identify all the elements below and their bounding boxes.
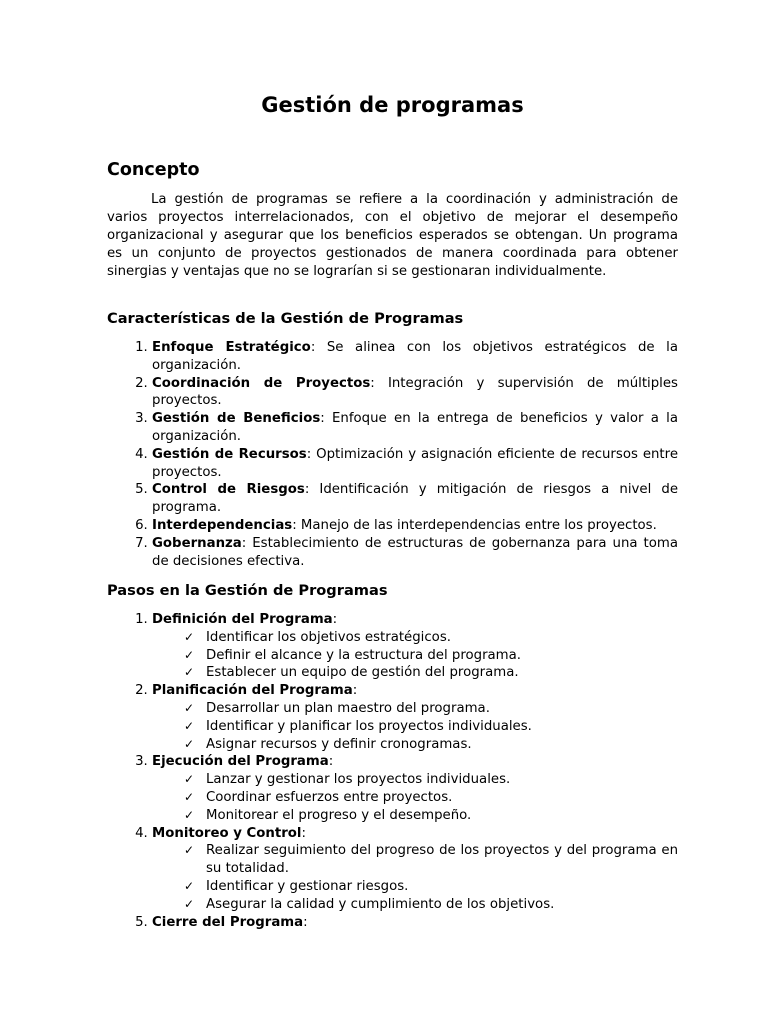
- sub-list-item-text: Definir el alcance y la estructura del programa.: [206, 647, 522, 663]
- list-item: [152, 446, 678, 482]
- sub-list-item-text: Identificar los objetivos estratégicos.: [206, 629, 451, 645]
- sub-list: [152, 629, 678, 682]
- list-item: [152, 611, 678, 682]
- list-item: [152, 481, 678, 517]
- list-item-term: Enfoque Estratégico: [152, 340, 311, 355]
- list-item: [152, 753, 678, 824]
- caracteristicas-list: [107, 339, 678, 570]
- list-item-desc: : Integración y supervisión de múltiples proyectos.: [152, 375, 678, 409]
- list-item-term: Gestión de Beneficios: [152, 411, 321, 427]
- check-icon: ✓: [184, 629, 195, 644]
- check-icon: ✓: [184, 843, 195, 858]
- check-icon: ✓: [184, 807, 195, 822]
- check-icon: ✓: [184, 665, 195, 680]
- list-item: [152, 535, 678, 571]
- sub-list-item-text: Monitorear el progreso y el desempeño.: [206, 807, 472, 823]
- sub-list-item: [184, 700, 678, 718]
- list-item-term: Gestión de Recursos: [152, 446, 307, 462]
- list-item-suffix: :: [352, 683, 358, 699]
- list-item-desc: : Enfoque en la entrega de beneficios y valor a la organización.: [152, 411, 679, 444]
- check-icon: ✓: [184, 718, 195, 733]
- sub-list-item-text: Desarrollar un plan maestro del programa.: [206, 700, 490, 716]
- check-icon: ✓: [184, 700, 195, 715]
- list-item: [152, 682, 678, 753]
- sub-list-item-text: Asignar recursos y definir cronogramas.: [206, 736, 472, 752]
- sub-list-item: [184, 842, 678, 878]
- sub-list-item-text: Asegurar la calidad y cumplimiento de los objetivos.: [206, 896, 555, 912]
- list-item: [152, 375, 678, 411]
- list-item-term: Cierre del Programa: [152, 914, 304, 930]
- list-item: [152, 517, 678, 535]
- sub-list-item: [184, 718, 678, 736]
- list-item-suffix: :: [301, 825, 306, 841]
- list-item-suffix: :: [303, 914, 308, 930]
- sub-list-item: [184, 896, 678, 914]
- list-item-term: Monitoreo y Control: [152, 825, 302, 841]
- sub-list-item: [184, 736, 678, 754]
- check-icon: ✓: [184, 878, 195, 893]
- sub-list-item: [184, 878, 678, 896]
- list-item-suffix: :: [332, 612, 338, 627]
- check-icon: ✓: [184, 789, 195, 804]
- section-heading-caracteristicas: Características de la Gestión de Programas: [107, 310, 464, 327]
- check-icon: ✓: [184, 772, 195, 787]
- list-item-desc: : Establecimiento de estructuras de gobernanza para una toma de decisiones efectiva.: [152, 535, 678, 569]
- list-item-term: Coordinación de Proyectos: [152, 375, 371, 391]
- section-heading-concepto: Concepto: [107, 160, 200, 180]
- concepto-paragraph: La gestión de programas se refiere a la coordinación y administración de varios proyectos interrelacionados, con el objetivo de mejorar el desempeño organizacional y asegurar que los beneficios esperados se obtengan. Un programa es un conjunto de proyectos gestionados de manera coordinada para obtener sinergias y ventajas que no se lograrían si se gestionaran individualmente.: [107, 192, 678, 279]
- sub-list-item-text: Identificar y gestionar riesgos.: [206, 878, 409, 894]
- list-item-term: Control de Riesgos: [152, 482, 305, 498]
- section-heading-pasos: Pasos en la Gestión de Programas: [107, 582, 388, 599]
- sub-list: [152, 842, 678, 913]
- list-item-term: Gobernanza: [152, 535, 242, 551]
- list-item-desc: : Manejo de las interdependencias entre los proyectos.: [292, 517, 657, 533]
- sub-list-item: [184, 647, 678, 665]
- sub-list-item-text: Identificar y planificar los proyectos individuales.: [206, 718, 532, 734]
- sub-list-item-text: Lanzar y gestionar los proyectos individuales.: [206, 772, 511, 788]
- check-icon: ✓: [184, 647, 195, 662]
- list-item: [152, 410, 678, 446]
- list-item-desc: : Identificación y mitigación de riesgos a nivel de programa.: [152, 482, 678, 516]
- pasos-list: [107, 611, 678, 931]
- list-item: [152, 825, 678, 914]
- list-item: [152, 339, 678, 375]
- sub-list-item-text: Establecer un equipo de gestión del programa.: [206, 665, 519, 681]
- sub-list-item: [184, 629, 678, 647]
- list-item-term: Ejecución del Programa: [152, 754, 329, 770]
- list-item-term: Interdependencias: [152, 517, 293, 533]
- sub-list: [152, 700, 678, 753]
- list-item-suffix: :: [328, 754, 334, 770]
- list-item-desc: : Optimización y asignación eficiente de recursos entre proyectos.: [152, 446, 678, 480]
- sub-list-item: [184, 771, 678, 789]
- sub-list-item: [184, 807, 678, 825]
- check-icon: ✓: [184, 736, 195, 751]
- list-item: [152, 914, 678, 932]
- list-item-term: Definición del Programa: [152, 612, 333, 627]
- sub-list-item-text: Realizar seguimiento del progreso de los proyectos y del programa en su totalidad.: [206, 843, 678, 877]
- sub-list-item-text: Coordinar esfuerzos entre proyectos.: [206, 789, 453, 805]
- sub-list-item: [184, 789, 678, 807]
- document-title: Gestión de programas: [261, 93, 524, 117]
- sub-list-item: [184, 664, 678, 682]
- sub-list: [152, 771, 678, 824]
- list-item-term: Planificación del Programa: [152, 683, 353, 699]
- check-icon: ✓: [184, 896, 195, 911]
- list-item-desc: : Se alinea con los objetivos estratégicos de la organización.: [152, 340, 678, 373]
